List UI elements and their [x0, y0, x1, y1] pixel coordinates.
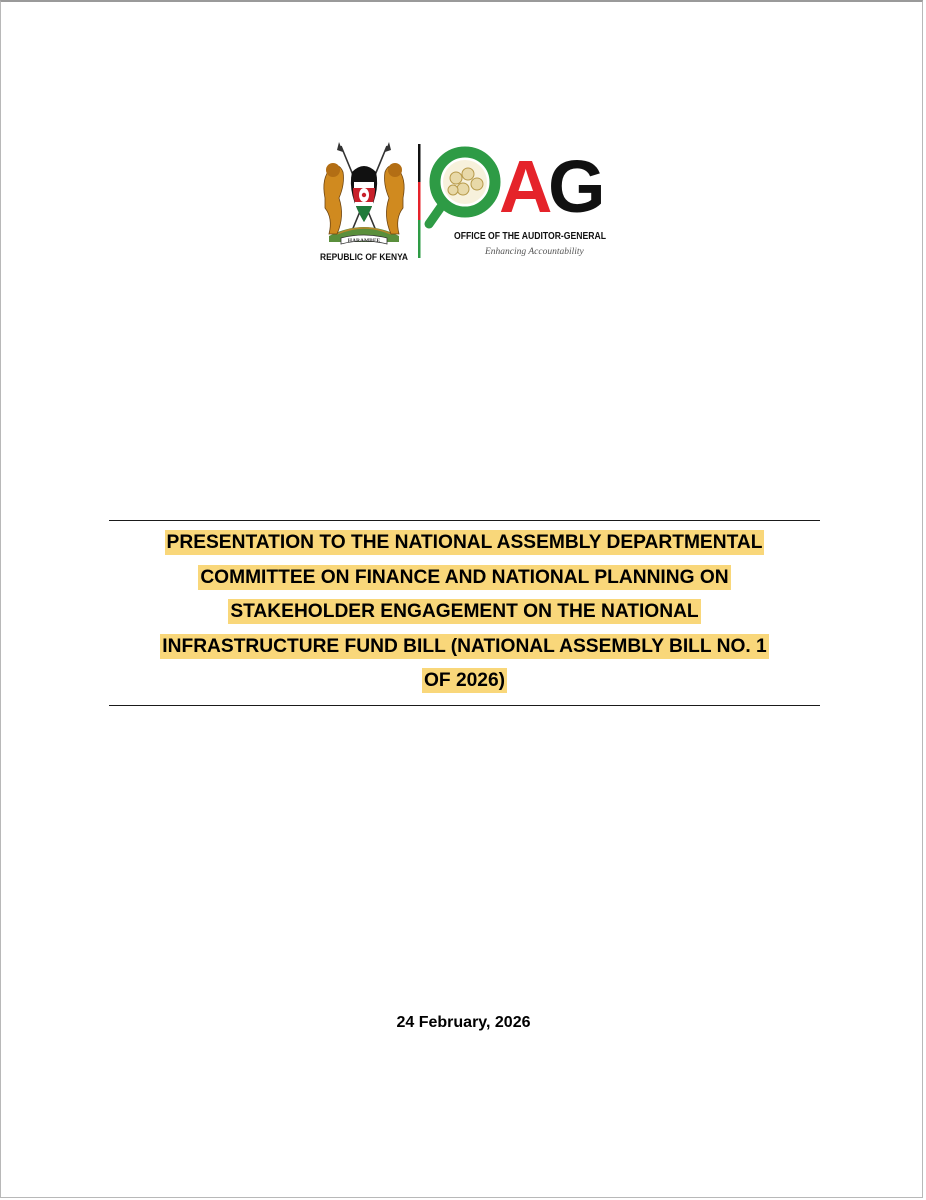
- title-line-5: OF 2026): [423, 670, 506, 691]
- oag-name: OFFICE OF THE AUDITOR-GENERAL: [454, 230, 607, 242]
- oag-tagline: Enhancing Accountability: [485, 247, 584, 257]
- republic-of-kenya-caption: REPUBLIC OF KENYA: [320, 252, 409, 263]
- presentation-title: [109, 520, 820, 706]
- coat-of-arms-motto: HARAMBEE: [347, 238, 381, 244]
- kenya-coat-of-arms-icon: [324, 142, 404, 244]
- oag-magnifier-logo-icon: [429, 152, 495, 224]
- title-line-2: COMMITTEE ON FINANCE AND NATIONAL PLANNING ON: [200, 566, 729, 588]
- logo-divider: [418, 144, 421, 258]
- oag-letter-a: A: [499, 145, 553, 228]
- title-line-3: STAKEHOLDER ENGAGEMENT ON THE NATIONAL: [230, 601, 699, 622]
- title-line-1: PRESENTATION TO THE NATIONAL ASSEMBLY DEPARTMENTAL: [166, 532, 763, 553]
- logo-group: [319, 138, 609, 263]
- presentation-date: 24 February, 2026: [396, 1014, 531, 1031]
- header-logos: [319, 138, 609, 263]
- title-line-4: INFRASTRUCTURE FUND BILL (NATIONAL ASSEMBLY BILL NO. 1: [162, 635, 767, 657]
- oag-letter-g: G: [548, 145, 606, 228]
